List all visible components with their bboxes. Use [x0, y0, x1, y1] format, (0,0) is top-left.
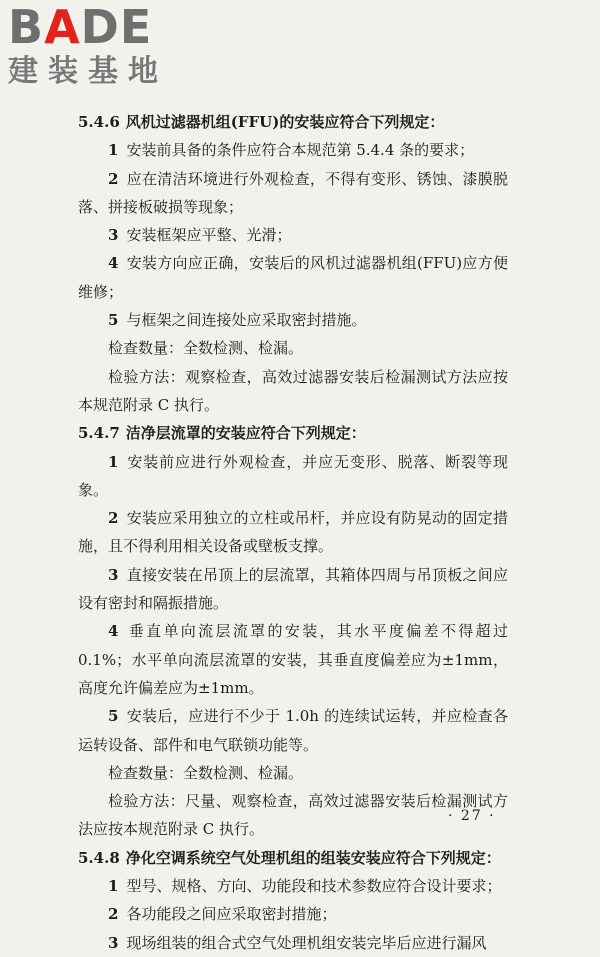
section-number: 5.4.6 [78, 113, 120, 131]
item-number: 2 [108, 169, 119, 188]
list-item [78, 617, 508, 702]
document-body [78, 108, 508, 957]
item-text: 应在清洁环境进行外观检查，不得有变形、锈蚀、漆膜脱落、拼接板破损等现象； [78, 169, 508, 216]
list-item [78, 249, 508, 306]
page-number: · 27 · [448, 808, 496, 824]
list-item [78, 221, 508, 249]
section-heading [78, 419, 508, 447]
item-number: 5 [108, 311, 119, 330]
logo-subtitle: 建装基地 [8, 54, 168, 89]
item-number: 4 [108, 622, 119, 641]
list-item [78, 702, 508, 759]
list-item [78, 929, 508, 957]
list-item [78, 561, 508, 618]
item-number: 5 [108, 707, 119, 726]
item-text: 垂直单向流层流罩的安装，其水平度偏差不得超过 0.1%；水平单向流层流罩的安装，其垂直度偏差应为±1mm，高度允许偏差应为±1mm。 [78, 622, 508, 697]
section-title: 洁净层流罩的安装应符合下列规定： [125, 424, 366, 443]
item-number: 3 [108, 565, 119, 584]
inspection-quantity: 检查数量：全数检测、检漏。 [108, 339, 304, 358]
item-text: 直接安装在吊顶上的层流罩，其箱体四周与吊顶板之间应设有密封和隔振措施。 [78, 565, 508, 613]
item-number: 1 [108, 452, 119, 471]
item-text: 安装应采用独立的立柱或吊杆，并应设有防晃动的固定措施，且不得利用相关设备或壁板支撑。 [78, 509, 508, 556]
item-text: 安装前应进行外观检查，并应无变形、脱落、断裂等现象。 [78, 452, 508, 499]
inspection-method: 检验方法：尺量、观察检查，高效过滤器安装后检漏测试方法应按本规范附录 C 执行。 [78, 792, 508, 839]
list-item [78, 448, 508, 505]
list-item [78, 136, 508, 164]
inspection-quantity: 检查数量：全数检测、检漏。 [108, 763, 304, 782]
section-number: 5.4.7 [78, 424, 120, 443]
item-text: 各功能段之间应采取密封措施； [126, 905, 337, 924]
logo [8, 0, 178, 94]
list-item [78, 165, 508, 222]
section-heading [78, 844, 508, 872]
logo-wordmark: BADE [8, 0, 153, 54]
list-item [78, 504, 508, 561]
item-text: 安装框架应平整、光滑； [126, 226, 292, 245]
inspection-method: 检验方法：观察检查，高效过滤器安装后检漏测试方法应按本规范附录 C 执行。 [78, 367, 508, 414]
item-number: 3 [108, 226, 119, 245]
item-text: 安装前具备的条件应符合本规范第 5.4.4 条的要求； [126, 141, 475, 160]
list-item [78, 306, 508, 334]
item-text: 现场组装的组合式空气处理机组安装完毕后应进行漏风 [126, 933, 487, 952]
item-number: 4 [108, 254, 119, 273]
item-text: 安装方向应正确，安装后的风机过滤器机组(FFU)应方便维修； [78, 254, 508, 301]
item-number: 2 [108, 509, 119, 528]
item-number: 2 [108, 905, 119, 924]
item-text: 与框架之间连接处应采取密封措施。 [126, 311, 367, 330]
list-item [78, 872, 508, 900]
section-heading [78, 108, 508, 136]
item-text: 安装后，应进行不少于 1.0h 的连续试运转，并应检查各运转设备、部件和电气联锁功能等。 [78, 707, 508, 754]
list-item [78, 900, 508, 928]
section-title: 风机过滤器机组(FFU)的安装应符合下列规定： [125, 113, 445, 131]
section-number: 5.4.8 [78, 848, 120, 867]
item-number: 1 [108, 877, 119, 896]
item-number: 1 [108, 141, 119, 160]
section-title: 净化空调系统空气处理机组的组装安装应符合下列规定： [125, 848, 501, 867]
item-text: 型号、规格、方向、功能段和技术参数应符合设计要求； [126, 877, 502, 896]
item-number: 3 [108, 933, 119, 952]
